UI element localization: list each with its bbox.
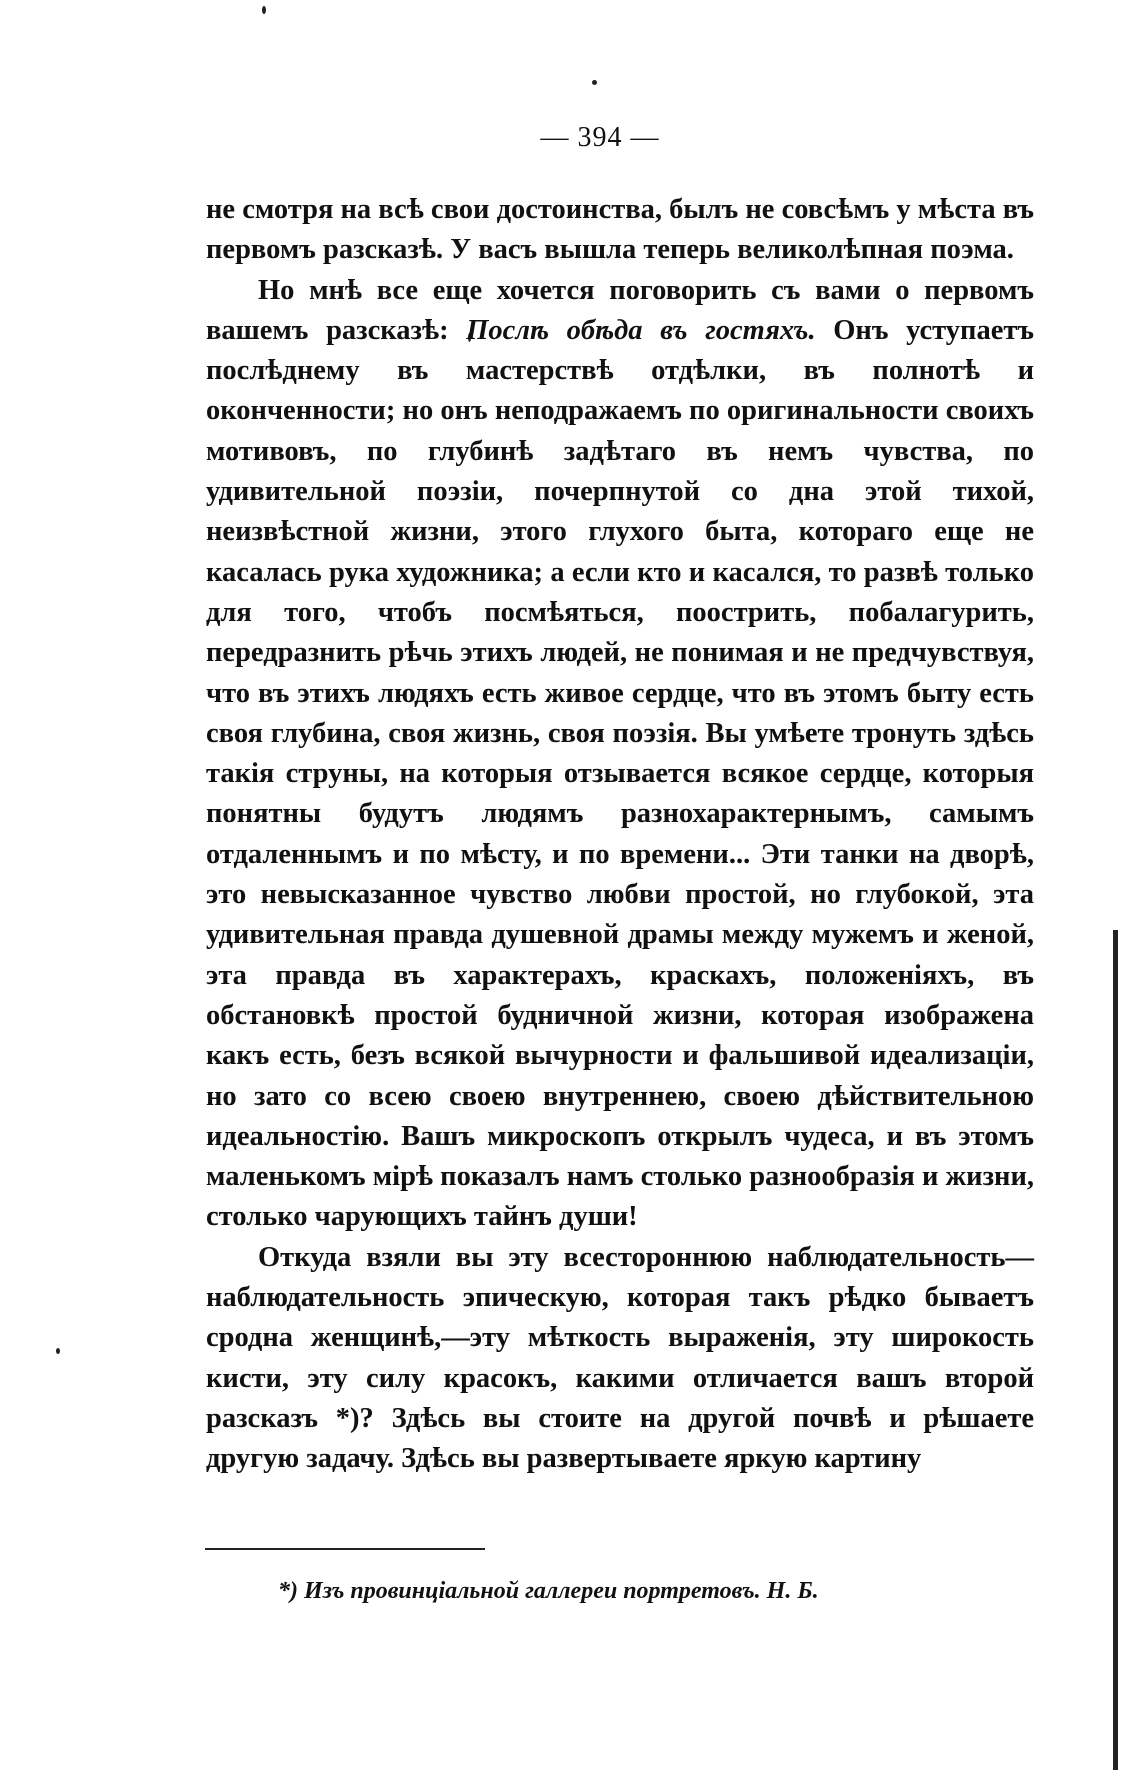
ink-speck <box>592 80 597 85</box>
paragraph-2 <box>206 271 1034 1238</box>
ink-speck <box>262 6 266 14</box>
ink-speck <box>56 1348 60 1354</box>
body-text <box>206 190 1034 1480</box>
paragraph-2-text-start: Но мнѣ все еще хочется поговорить съ вами о первомъ вашемъ разсказѣ: <box>206 274 1034 346</box>
paragraph-3 <box>206 1238 1034 1480</box>
footnote-rule <box>205 1548 485 1550</box>
page-number: — 394 — <box>540 122 660 153</box>
footnote: *) Изъ провинціальной галлереи портретовъ. Н. Б. <box>278 1578 819 1604</box>
paragraph-2-text-rest: Онъ уступаетъ послѣднему въ мастерствѣ отдѣлки, въ полнотѣ и оконченности; но онъ неподражаемъ по оригинальности своихъ мотивовъ, по глубинѣ задѣтаго въ немъ чувства, по удивительной поэзіи, почерпнутой со дна этой тихой, неизвѣстной жизни, этого глухого быта, котораго еще не касалась рука художника; а если кто и касался, то развѣ только для того, чтобъ посмѣяться, поострить, побалагурить, передразнить рѣчь этихъ людей, не понимая и не предчувствуя, что въ этихъ людяхъ есть живое сердце, что въ этомъ быту есть своя глубина, своя жизнь, своя поэзія. Вы умѣете тронуть здѣсь такія струны, на которыя отзывается всякое сердце, которыя понятны будутъ людямъ разнохарактернымъ, самымъ отдаленнымъ и по мѣсту, и по времени... Эти танки на дворѣ, это невысказанное чувство любви простой, но глубокой, эта удивительная правда душевной драмы между мужемъ и женой, эта правда въ характерахъ, краскахъ, положеніяхъ, въ обстановкѣ простой будничной жизни, которая изображена какъ есть, безъ всякой вычурности и фальшивой идеализаціи, но зато со всею своею внутреннею, своею дѣйствительною идеальностію. Вашъ микроскопъ открылъ чудеса, и въ этомъ маленькомъ мірѣ показалъ намъ столько разнообразія и жизни, столько чарующихъ тайнъ души! <box>206 314 1035 1233</box>
scan-edge-shadow <box>1113 930 1118 1770</box>
paragraph-3-text: Откуда взяли вы эту всестороннюю наблюдательность— наблюдательность эпическую, которая такъ рѣдко бываетъ сродна женщинѣ,—эту мѣткость выраженія, эту широкость кисти, эту силу красокъ, какими отличается вашъ второй разсказъ *)? Здѣсь вы стоите на другой почвѣ и рѣшаете другую задачу. Здѣсь вы развертываете яркую картину <box>206 1241 1034 1475</box>
story-title: Послѣ обѣда въ гостяхъ. <box>466 314 816 346</box>
paragraph-1-text: не смотря на всѣ свои достоинства, былъ не совсѣмъ у мѣста въ первомъ разсказѣ. У васъ вышла теперь великолѣпная поэма. <box>206 194 1034 266</box>
paragraph-1 <box>206 190 1034 271</box>
